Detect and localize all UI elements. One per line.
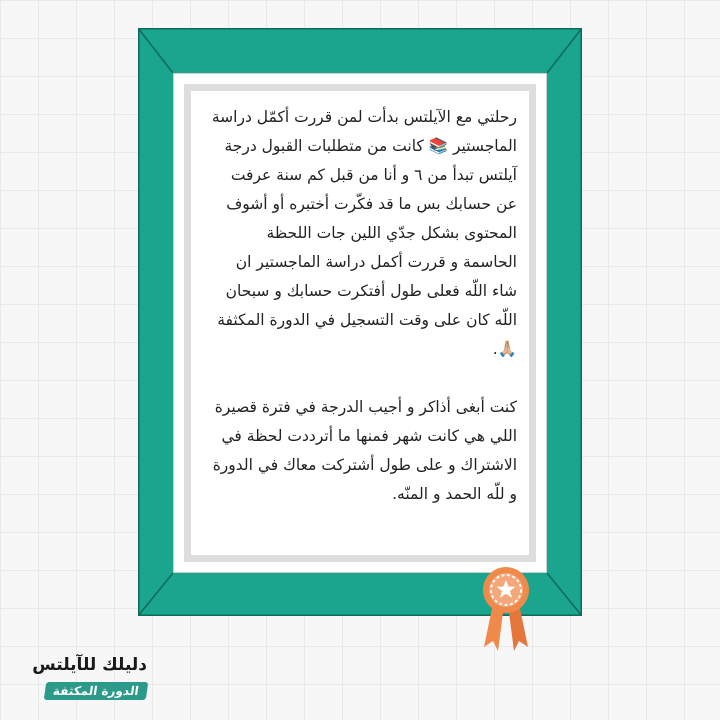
brand-title: دليلك للآيلتس (32, 655, 147, 675)
award-ribbon-icon (480, 565, 532, 657)
testimonial-frame (138, 28, 582, 616)
frame-mat (173, 73, 547, 573)
brand-logo (22, 655, 147, 715)
testimonial-text (209, 103, 517, 509)
testimonial-paragraph-1: رحلتي مع الآيلتس بدأت لمن قررت أكمّل دراسة الماجستير 📚 كانت من متطلبات القبول درجة آيلتس تبدأ من ٦ و أنا من قبل كم سنة عرفت عن حسابك بس ما قد فكّرت أختبره أو أشوف المحتوى بشكل جدّي اللين جات اللحظة الحاسمة و قررت أكمل دراسة الماجستير ان شاء اللّه فعلى طول أفتكرت حسابك و سبحان اللّه كان على وقت التسجيل في الدورة المكثفة 🙏🏼. (211, 108, 517, 358)
brand-subtitle: الدورة المكثفة (44, 682, 148, 700)
testimonial-card (184, 84, 536, 562)
testimonial-paragraph-2: كنت أبغى أذاكر و أجيب الدرجة في فترة قصيرة اللي هي كانت شهر فمنها ما أترددت لحظة في الاشتراك و على طول أشتركت معاك في الدورة و للّه الحمد و المنّه. (212, 398, 517, 503)
